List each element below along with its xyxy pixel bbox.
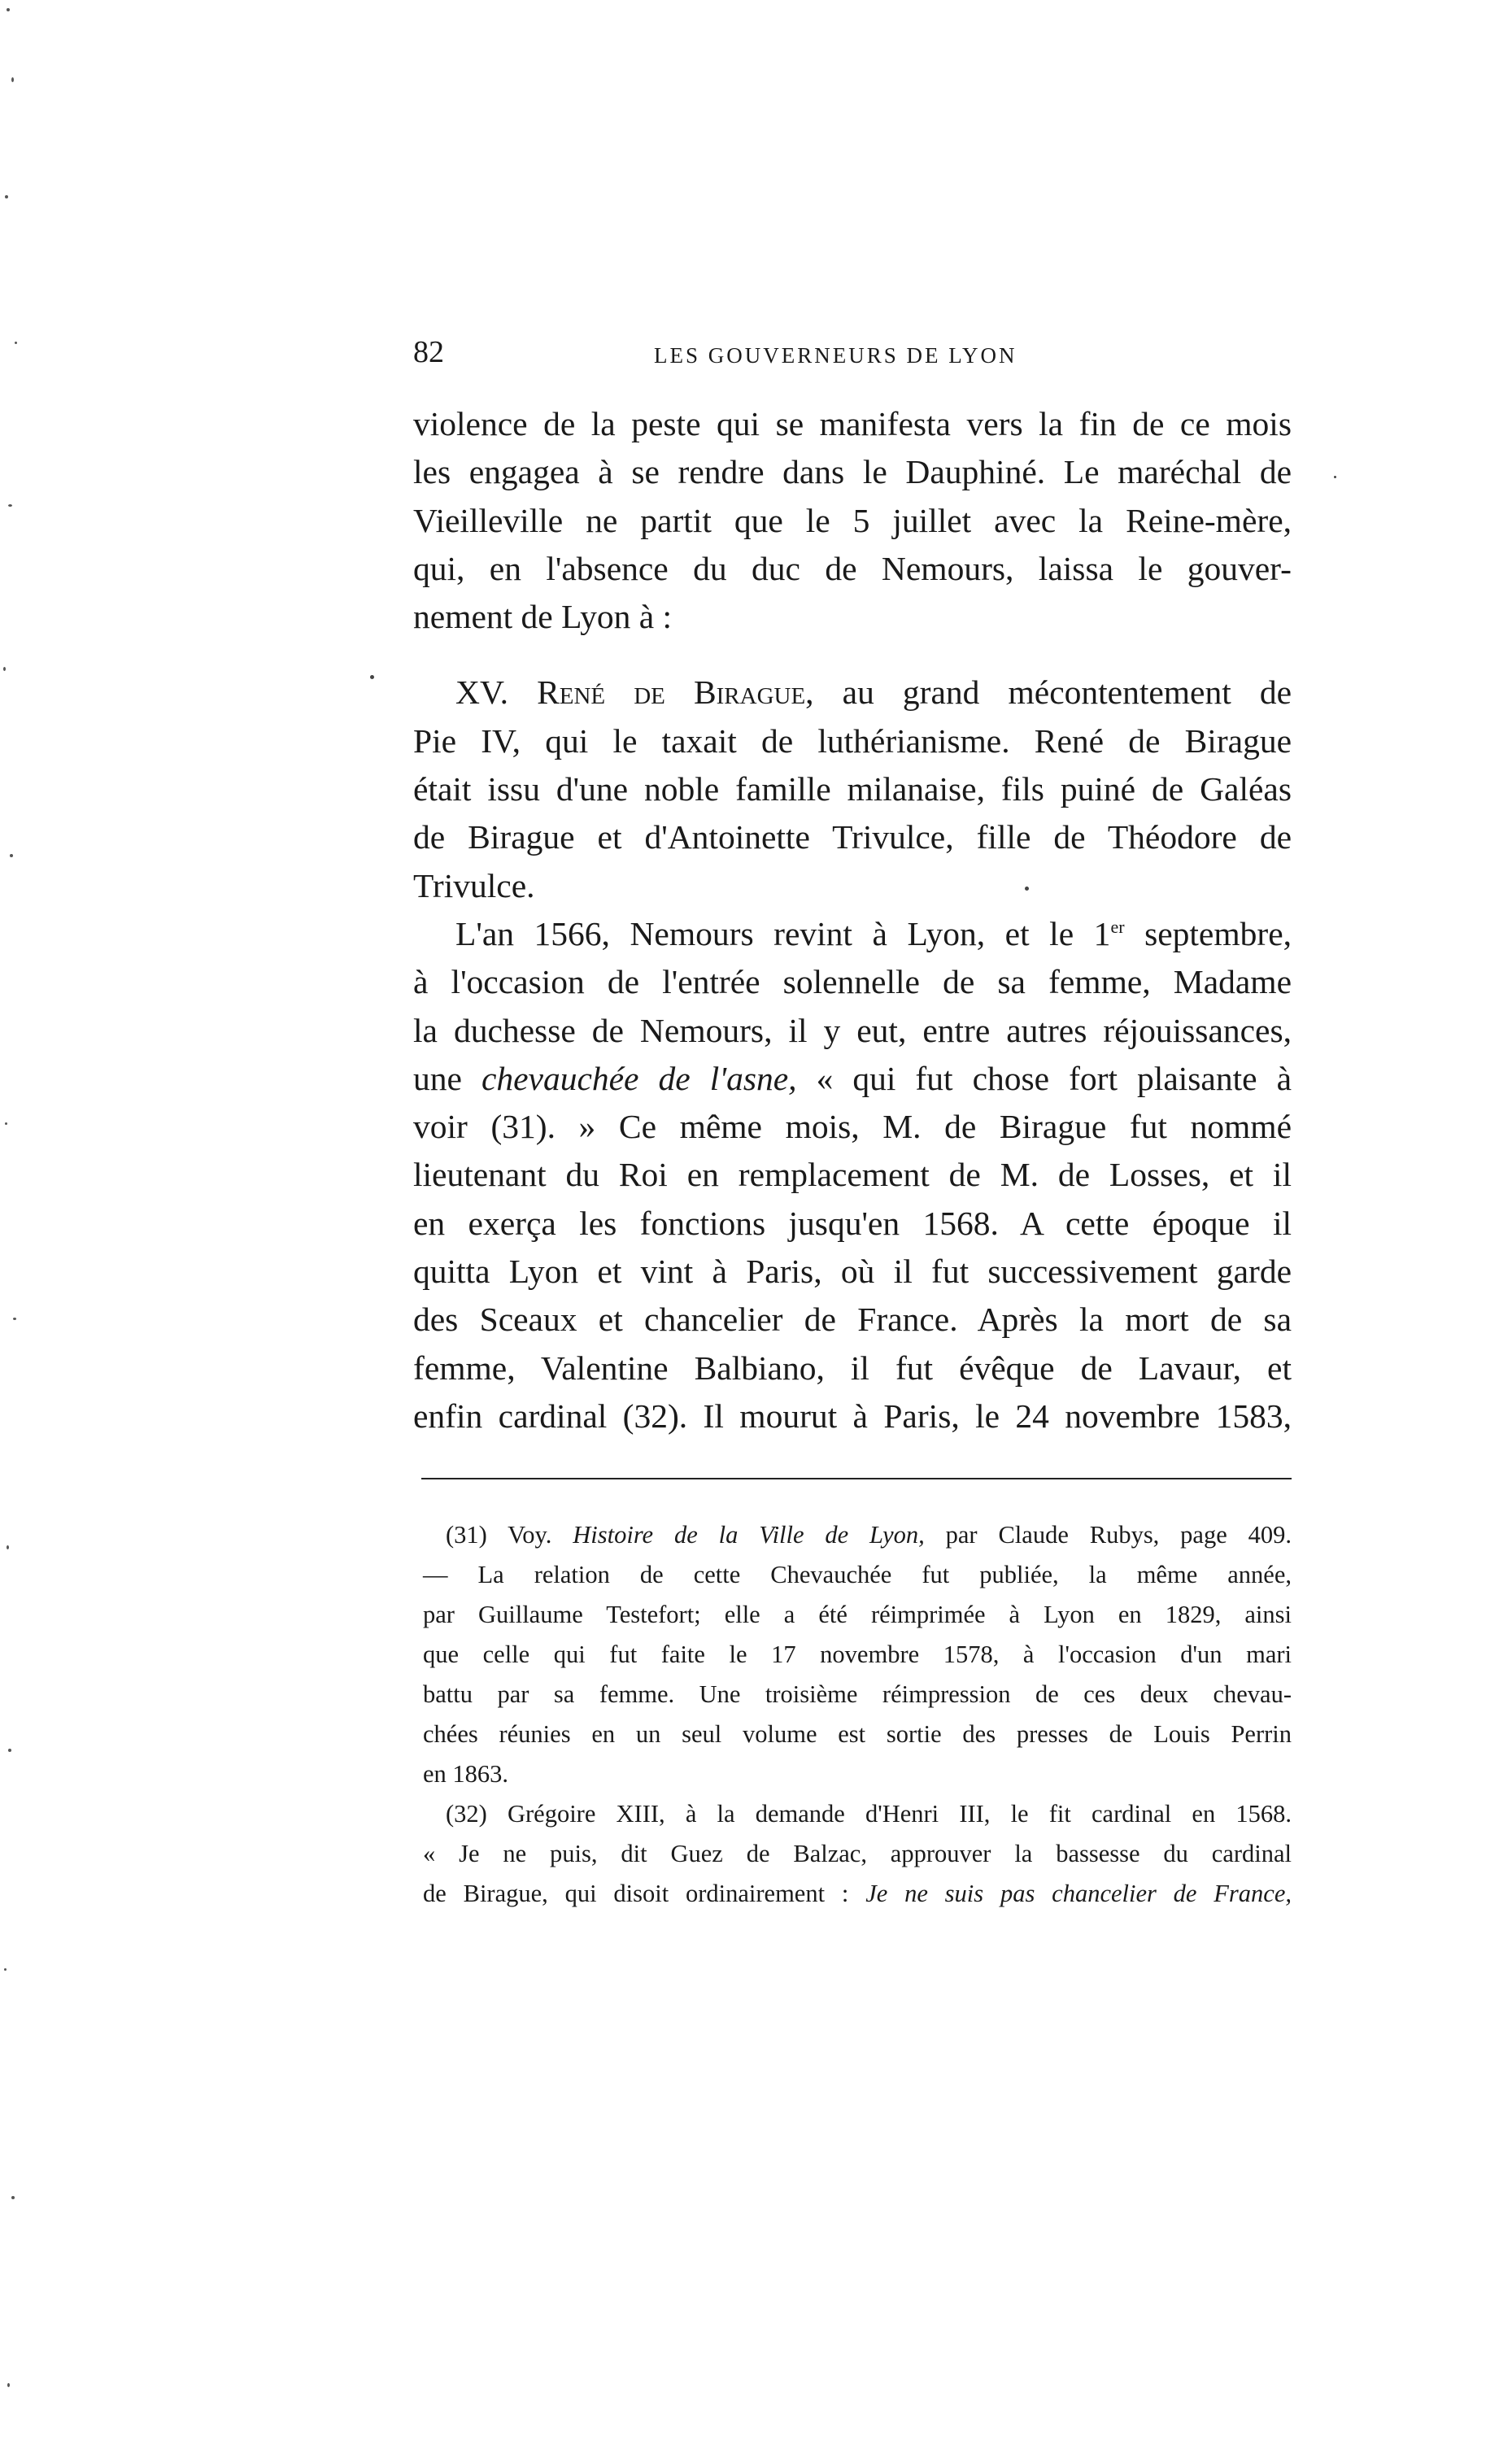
text-line: Vieilleville ne partit que le 5 juillet avec la Reine-mère, [413, 501, 1292, 539]
footnote-divider [421, 1478, 1292, 1479]
text-line: lieutenant du Roi en remplacement de M. de Losses, et il [413, 1156, 1292, 1194]
governor-name: René de Birague, [537, 673, 814, 712]
text-line: était issu d'une noble famille milanaise, fils puiné de Galéas [413, 770, 1292, 808]
footnote-31-line: par Guillaume Testefort; elle a été réimprimée à Lyon en 1829, ainsi [423, 1601, 1292, 1628]
page-header [413, 332, 1292, 373]
text-line: les engagea à se rendre dans le Dauphiné. Le maréchal de [413, 453, 1292, 491]
main-text [413, 400, 1292, 1440]
text-line: quitta Lyon et vint à Paris, où il fut successivement garde [413, 1253, 1292, 1291]
footnote-31-line: chées réunies en un seul volume est sortie des presses de Louis Perrin [423, 1720, 1292, 1748]
footnote-31-line: (31) Voy. Histoire de la Ville de Lyon, par Claude Rubys, page 409. [446, 1521, 1292, 1549]
governor-heading-line [413, 669, 1292, 717]
text-line: Trivulce. [413, 866, 535, 904]
footnote-31-line: battu par sa femme. Une troisième réimpression de ces deux chevau- [423, 1680, 1292, 1708]
italic-quote: Je ne suis pas chancelier de France, [865, 1880, 1292, 1907]
scan-margin-noise [0, 0, 33, 2440]
text-line: de Birague et d'Antoinette Trivulce, fille de Théodore de [413, 818, 1292, 856]
ink-speck [1334, 476, 1336, 478]
text-line: nement de Lyon à : [413, 598, 673, 636]
footnote-31-line: en 1863. [423, 1760, 509, 1788]
footnote-31-line: — La relation de cette Chevauchée fut publiée, la même année, [423, 1561, 1292, 1588]
running-head: LES GOUVERNEURS DE LYON [654, 343, 1017, 368]
footnote-32-line: de Birague, qui disoit ordinairement : Je ne suis pas chancelier de France, [423, 1880, 1292, 1907]
page-number: 82 [413, 335, 444, 369]
text-line: L'an 1566, Nemours revint à Lyon, et le 1er septembre, [455, 914, 1292, 952]
text-line: enfin cardinal (32). Il mourut à Paris, le 24 novembre 1583, [413, 1396, 1292, 1435]
governor-roman-numeral: XV. [455, 673, 508, 712]
footnote-32-line: (32) Grégoire XIII, à la demande d'Henri III, le fit cardinal en 1568. [446, 1800, 1292, 1828]
ink-speck [1025, 887, 1029, 891]
italic-title: Histoire de la Ville de Lyon, [573, 1521, 925, 1549]
footnote-32-line: « Je ne puis, dit Guez de Balzac, approuver la bassesse du cardinal [423, 1840, 1292, 1867]
footnote-31-line: que celle qui fut faite le 17 novembre 1578, à l'occasion d'un mari [423, 1640, 1292, 1668]
italic-title: chevauchée de l'asne, [481, 1059, 797, 1097]
text-line: en exerça les fonctions jusqu'en 1568. A cette époque il [413, 1204, 1292, 1242]
text-line: violence de la peste qui se manifesta vers la fin de ce mois [413, 405, 1292, 442]
text-line: la duchesse de Nemours, il y eut, entre autres réjouissances, [413, 1011, 1292, 1049]
text-line: à l'occasion de l'entrée solennelle de sa femme, Madame [413, 963, 1292, 1001]
text-line: qui, en l'absence du duc de Nemours, laissa le gouver- [413, 549, 1292, 587]
text-line: des Sceaux et chancelier de France. Après la mort de sa [413, 1301, 1292, 1339]
text-line: femme, Valentine Balbiano, il fut évêque de Lavaur, et [413, 1349, 1292, 1387]
text-line: voir (31). » Ce même mois, M. de Birague fut nommé [413, 1108, 1292, 1146]
superscript: er [1110, 917, 1125, 938]
text-line: une chevauchée de l'asne, « qui fut chose fort plaisante à [413, 1059, 1292, 1097]
ink-speck [370, 675, 374, 679]
text-line: Pie IV, qui le taxait de luthérianisme. René de Birague [413, 721, 1292, 760]
footnotes [423, 1515, 1292, 1914]
text-fragment: au grand mécontentement de [842, 673, 1292, 712]
